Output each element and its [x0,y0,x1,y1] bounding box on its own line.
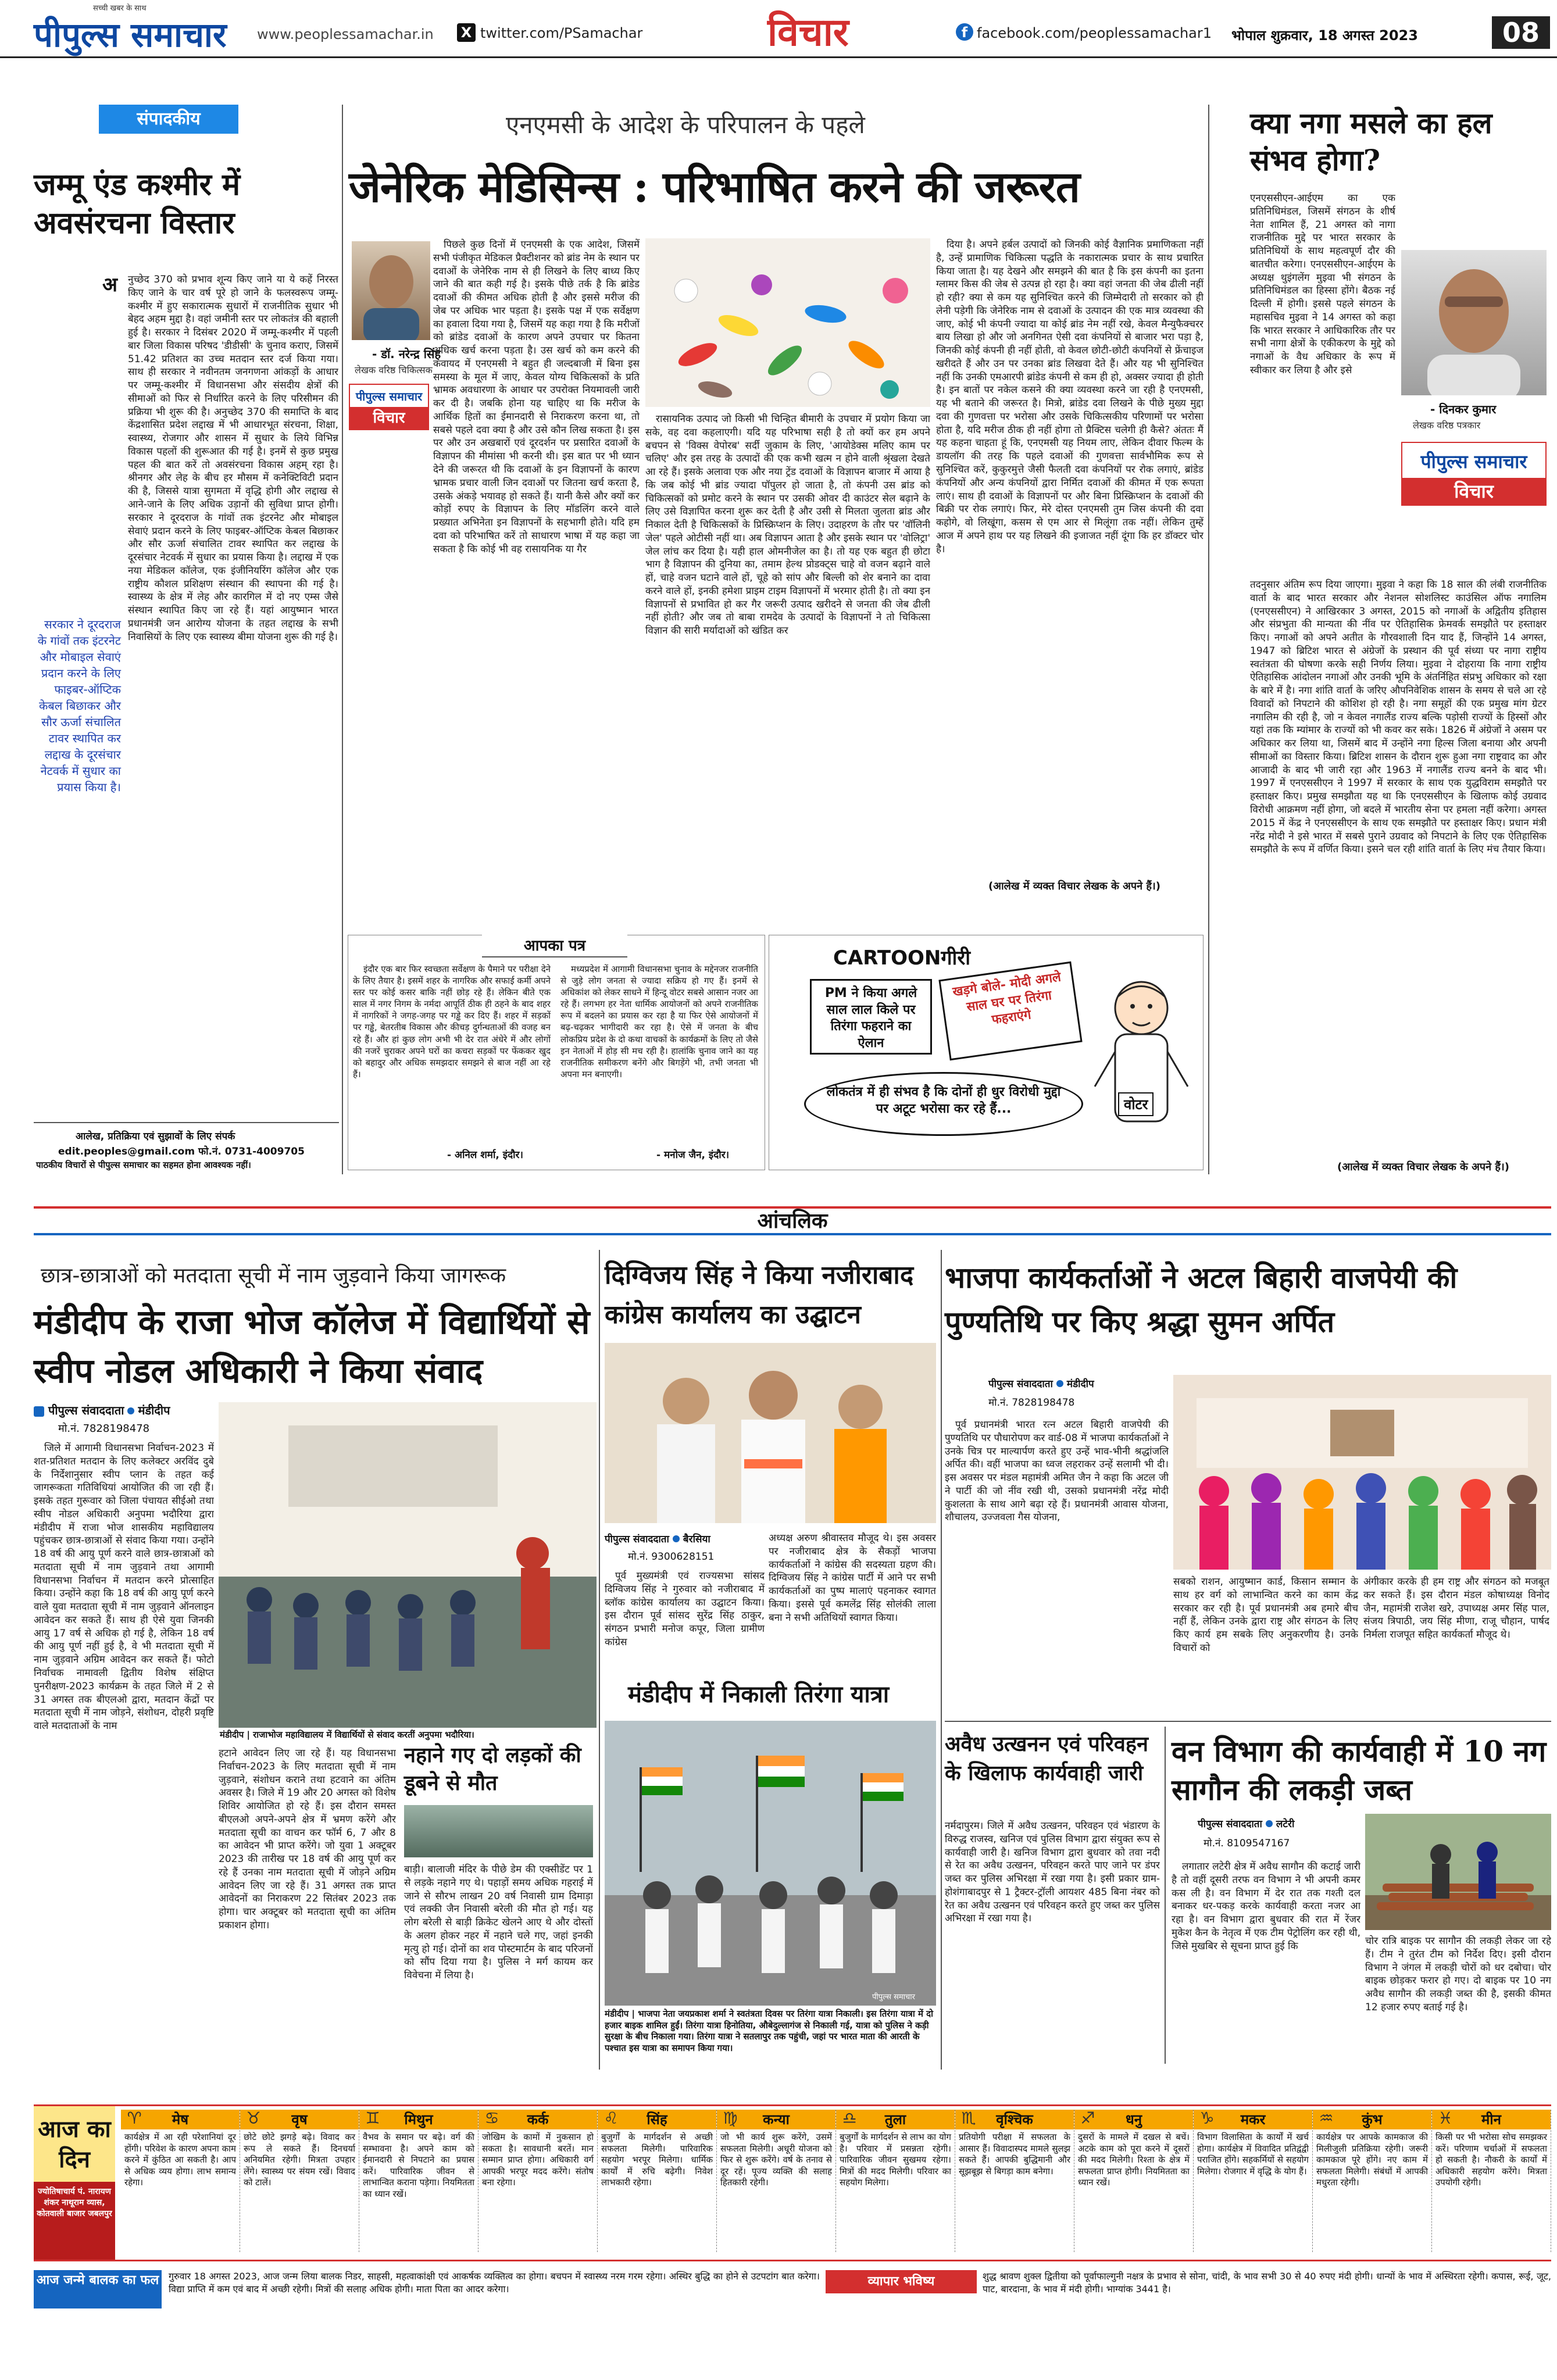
separator-dot-icon [1266,1820,1273,1827]
story2-col-1 [605,1570,765,1668]
story3-headline: भाजपा कार्यकर्ताओं ने अटल बिहारी वाजपेयी की पुण्यतिथि पर किए श्रद्धा सुमन अर्पित [945,1260,1458,1339]
dateline: भोपाल शुक्रवार, 18 अगस्त 2023 [1231,27,1418,44]
taurus-icon: ♉ [246,2109,261,2128]
zodiac-row [121,2110,1551,2260]
story3-byline [988,1377,1094,1390]
footer-business-text: शुद्ध श्रावण शुक्ल द्वितीया को पूर्वाफाल्गुनी नक्षत्र के प्रभाव से सोना, चांदी, के भाव सभी 30 से 40 रुपए मंदी होगी। धान्यों के भाव में अस्थिरता रहेगी। कपास, रूई, जूट, पाट, बारदाना, के भाव में मंदी होगी। भाग्यांक 3441 है। [983,2271,1551,2295]
cartoon-title: CARTOONगीरी [833,946,971,970]
separator-dot-icon [673,1535,680,1542]
tiranga-photo [605,1721,936,2006]
story5-paragraph: लगातार लटेरी क्षेत्र में अवैध सागौन की कटाई जारी है तो वहीं दूसरी तरफ वन विभाग ने भी अपनी कमर कस ली है। वन विभाग में देर रात तक गश्ती दल बनाकर धर-पकड़ करके कार्यवाही करता नजर आ रहा है। वन विभाग द्वारा बुधवार की रात में रेंजर मुकेश कैन के नेतृत्व में एक टीम पेट्रोलिंग कर रही थी, जिसे मुखबिर से सूचना प्राप्त हुई कि [1172,1861,1360,1952]
zodiac-sign-box [1074,2110,1194,2252]
story1-byline [34,1402,170,1418]
zodiac-sign-box [1194,2110,1313,2252]
zodiac-sign-name: मेष [121,2110,240,2129]
column-divider [342,105,343,1174]
story4-paragraph: नर्मदापुरम। जिले में अवैध उत्खनन, परिवहन एवं भंडारण के विरुद्ध राजस्व, खनिज एवं पुलिस विभाग द्वारा संयुक्त रूप से कार्यवाही जारी है। खनिज विभाग द्वारा बुधवार को तवा नदी से रेत का अवैध उत्खनन, परिवहन करते पाए जाने पर डंपर जब्त कर पुलिस अभिरक्षा में रखा गया है। इसी प्रकार ग्राम-होशंगाबादपुर से 1 ट्रैक्टर-ट्रॉली आयशर 485 बिना नंबर को रेत का अवैध उत्खनन एवं परिवहन करते हुए जब्त कर पुलिस अभिरक्षा में रखा गया है। [945,1820,1160,1925]
zodiac-sign-name: मकर [1194,2110,1312,2129]
story5-byline [1198,1817,1294,1830]
footer-child-label: आज जन्मे बालक का फल [34,2270,162,2308]
tiranga-caption: मंडीदीप | भाजपा नेता जयप्रकाश शर्मा ने स्वतंत्रता दिवस पर तिरंगा यात्रा निकाली। इस तिरंगा यात्रा में दो हजार बाइक शामिल हुईं। तिरंगा यात्रा हिनोतिया, औबेदुल्लागंज से निकाली गई, यात्रा को पुलिस ने कड़ी सुरक्षा के बीच निकाला गया। तिरंगा यात्रा ने सतलापुर तक पहुंची, जहां पर भारत माता की आरती के पश्चात इस यात्रा का समापन किया गया। [605,2009,933,2053]
lead-author: - डॉ. नरेन्द्र सिंह [372,347,441,361]
facebook-link[interactable]: facebook.com/peoplessamachar1 [977,25,1212,41]
right-author-photo [1401,250,1547,395]
aquarius-icon: ♒ [1319,2109,1334,2128]
story1-headline: मंडीदीप के राजा भोज कॉलेज में विद्यार्थियों से स्वीप नोडल अधिकारी ने किया संवाद [34,1302,590,1391]
zodiac-sign-name: वृश्चिक [955,2110,1074,2129]
letters-title: आपका पत्र [482,934,627,957]
zodiac-sign-text: जो भी कार्य शुरू करेंगे, उसमें सफलता मिलेगी। अधूरी योजना को फिर से शुरू करेंगे। वर्ष के तनाव से दूर रहें। पूज्य व्यक्ति की सलाह हितकारी रहेगी। [720,2132,832,2188]
editorial-pullquote: सरकार ने दूरदराज के गांवों तक इंटरनेट और मोबाइल सेवाएं प्रदान करने के लिए फाइबर-ऑप्टिक केबल बिछाकर और सौर ऊर्जा संचालित टावर स्थापित कर लद्दाख के दूरसंचार नेटवर्क में सुधार का प्रयास किया है। [37,617,121,794]
zodiac-sign-name: सिंह [598,2110,716,2129]
editorial-footer-contact: आलेख, प्रतिक्रिया एवं सुझावों के लिए संपर्क [76,1131,235,1142]
right-author: - दिनकर कुमार [1430,402,1497,416]
aries-icon: ♈ [127,2109,142,2128]
zodiac-sign-text: कार्यक्षेत्र में आ रही परेशानियां दूर होंगी। परिवेश के कारण अपना काम करने में कुंठित आ सकती है। आप से अधिक व्यय होगा। लाभ समान्य रहेगा। [124,2132,236,2188]
zodiac-sign-text: प्रतियोगी परीक्षा में सफलता के आसार हैं। विवादास्पद मामले सुलझ सकते हैं। आपकी बुद्धिमानी और सूझबूझ से बिगड़ा काम बनेगा। [959,2132,1070,2177]
libra-icon: ♎ [842,2109,857,2128]
letters-box [348,935,765,1170]
lead-col-2 [645,413,930,895]
regional-band [34,1206,1551,1235]
story5-mobile: मो.नं. 8109547167 [1204,1838,1290,1849]
zodiac-sign-name: धनु [1074,2110,1193,2129]
zodiac-sign-text: जोखिम के कामों में नुकसान हो सकता है। सावधानी बरतें। मान सम्मान प्राप्त होगा। अधिकारी वर्ग आपकी भरपूर मदद करेंगे। संतोष बना रहेगा। [482,2132,594,2188]
byline-text: पीपुल्स संवाददाता [48,1403,124,1417]
page-number: 08 [1492,16,1550,49]
story1-col-2 [219,1747,396,2061]
zodiac-sign-name: कर्क [478,2110,597,2129]
drown-photo [404,1805,593,1857]
footer-child-text: गुरुवार 18 अगस्त 2023, आज जन्म लिया बालक निडर, साहसी, महत्वाकांक्षी एवं आकर्षक व्यक्तित्व का होगा। बचपन में स्वास्थ्य नरम गरम रहेगा। अस्थिर बुद्धि का होने से उटपटांग बात करेगा। विद्या प्राप्ति में कम एवं बाद में अच्छी रहेगी। मित्रों की सलाह अधिक होगी। माता पिता का आदर करेगा। [169,2271,820,2295]
right-paragraph: एनएससीएन-आईएम का एक प्रतिनिधिमंडल, जिसमें संगठन के शीर्ष नेता शामिल हैं, 21 अगस्त को नागा राजनीतिक मुद्दे पर भारत सरकार के प्रतिनिधियों के साथ महत्वपूर्ण दौर की बातचीत करेगा। एनएससीएन-आईएम के अध्यक्ष थुइंगलेंग मुइवा भी संगठन के प्रतिनिधिमंडल का हिस्सा होंगे। बैठक नई दिल्ली में होगी। इससे पहले संगठन के महासचिव मुइवा ने 14 अगस्त को कहा कि भारत सरकार ने आधिकारिक तौर पर सभी नागा क्षेत्रों के एकीकरण के मुद्दे को नगाओं के वैध अधिकार के रूप में स्वीकार कर लिया है और इसे [1250,192,1395,376]
story5-photo [1365,1814,1551,1930]
byline-text: पीपुल्स संवाददाता [988,1378,1053,1390]
right-paragraph: तदनुसार अंतिम रूप दिया जाएगा। मुइवा ने कहा कि 18 साल की लंबी राजनीतिक वार्ता के बाद भारत सरकार और नेशनल सोशलिस्ट काउंसिल ऑफ नगालिम (एनएससीएन) ने आखिरकार 3 अगस्त, 2015 को नगाओं के अद्वितीय इतिहास और संप्रभुता की मान्यता की नींव पर ऐतिहासिक फ्रेमवर्क समझौते पर हस्ताक्षर किए। नगाओं को अपने अतीत के गौरवशाली दिन याद हैं, जिन्होंने 14 अगस्त, 1947 को ब्रिटिश भारत से अंग्रेजों के प्रस्थान की पूर्व संध्या पर नागा राष्ट्रीय स्वतंत्रता की घोषणा करके सही निर्णय लिया। मुइवा ने दोहराया कि नागा राष्ट्रीय ऐतिहासिक आंदोलन नगाओं और उनकी भूमि के अंतर्निहित संप्रभु अधिकार को रक्षा के बारे में है। नगा शांति वार्ता के जरिए औपनिवेशिक शासन के समय से चले आ रहे विवादों को निपटाने की कोशिश हो रही है। नगा समूहों की एक प्रमुख मांग ग्रेटर नगालिम की रही है, जो न केवल नगालैंड राज्य बल्कि पड़ोसी राज्यों के हिस्सों और यहां तक कि म्यांमार के राज्यों को भी कवर कर सके। 1826 में अंग्रेजों ने असम पर अधिकार कर लिया था, जिसमें बाद में उन्होंने नगा हिल्स जिला बनाया और अपनी सीमाओं का विस्तार किया। ब्रिटिश शासन के दौरान शुरू हुआ नगा राष्ट्रवाद का और आजादी के बाद भी जारी रहा और 1963 में नगालैंड राज्य बनने के बाद भी। 1997 में एनएससीएन ने 1997 में सरकार के साथ एक युद्धविराम समझौते पर हस्ताक्षर किए। प्रमुख समझौता यह था कि एनएससीएन के खिलाफ कोई उग्रवाद विरोधी आक्रमण नहीं होगा, जो बदले में भारतीय सेना पर हमला नहीं करेगा। अगस्त 2015 में केंद्र ने एनएससीएन के साथ एक समझौते पर हस्ताक्षर किए। प्रधान मंत्री नरेंद्र मोदी ने इसे भारत में सबसे पुराने उग्रवाद को निपटाने के लिए एक ऐतिहासिक समझौते के रूप में वर्णित किया। इसने चल रही शांति वार्ता के लिए मंच तैयार किया। [1250,579,1547,856]
story1-kicker: छात्र-छात्राओं को मतदाता सूची में नाम जुड़वाने किया जागरूक [41,1264,506,1288]
letter-2 [560,963,758,1138]
right-logo-box [1401,442,1547,506]
lead-disclaimer: (आलेख में व्यक्त विचार लेखक के अपने हैं।) [988,880,1160,892]
story1-caption: मंडीदीप | राजाभोज महाविद्यालय में विद्यार्थियों से संवाद करतीं अनुपमा भदौरिया। [219,1728,597,1742]
zodiac-sign-name: मीन [1432,2110,1551,2129]
byline-place: लटेरी [1276,1818,1295,1830]
lead-col-3 [936,238,1204,872]
horoscope-title-1: आज का [38,2116,111,2143]
story-divider [945,1721,1551,1722]
cartoon-voter-figure [1083,970,1199,1145]
editorial-email[interactable]: edit.peoples@gmail.com फो.नं. 0731-4009705 [58,1146,305,1157]
horoscope-astrologer: ज्योतिषाचार्य पं. नारायण शंकर नाथूराम व्यास, कोतवाली बाजार जबलपुर [34,2182,115,2260]
lead-headline: जेनेरिक मेडिसिन्स : परिभाषित करने की जरूरत [349,162,1080,212]
story3-mobile: मो.नं. 7828198478 [988,1397,1075,1409]
zodiac-sign-text: कार्यक्षेत्र पर आपके कामकाज की मिलीजुली प्रतिक्रिया रहेगी। जरूरी कामकाज पूरे होंगे। नए काम में सफलता मिलेगी। संबंधों में आपकी मधुरता रहेगी। [1316,2132,1428,2188]
right-logo-band: विचार [1402,478,1545,505]
right-headline: क्या नगा मसले का हल संभव होगा? [1250,106,1492,177]
story3-col-2 [1173,1575,1358,1715]
cartoon-caption: लोकतंत्र में ही संभव है कि दोनों ही धुर विरोधी मुद्दा पर अटूट भरोसा कर रहे हैं... [804,1072,1083,1136]
byline-text: पीपुल्स संवाददाता [605,1534,669,1545]
separator-dot-icon [1056,1380,1063,1387]
lead-kicker: एनएमसी के आदेश के परिपालन के पहले [506,110,865,139]
story1-col-1 [34,1442,214,2058]
horoscope-title-box [34,2106,115,2260]
capricorn-icon: ♑ [1199,2109,1215,2128]
byline-text: पीपुल्स संवाददाता [1198,1818,1262,1830]
drown-headline: नहाने गए दो लड़कों की डूबने से मौत [404,1743,581,1795]
lead-logo: पीपुल्स समाचार [355,389,423,403]
story2-col-2 [769,1532,936,1666]
regional-title: आंचलिक [757,1209,828,1233]
sagittarius-icon: ♐ [1080,2109,1095,2128]
cartoon-sign-1: PM ने किया अगले साल लाल किले पर तिरंगा फहराने का ऐलान [810,979,932,1055]
zodiac-sign-box [121,2110,240,2252]
masthead-logo: पीपुल्स समाचार [34,15,227,55]
story1-paragraph: हटाने आवेदन लिए जा रहे हैं। यह विधानसभा निर्वाचन-2023 के लिए मतदाता सूची में नाम जुड़वाने, संशोधन कराने तथा हटवाने का अंतिम अवसर है। जिले में 19 और 20 अगस्त को विशेष शिविर आयोजित हो रहे हैं। इस दौरान समस्त बीएलओ अपने-अपने क्षेत्र में भ्रमण करेंगे और मतदाता सूची का वाचन कर फॉर्म 6, 7 और 8 का आवेदन भी प्राप्त करेंगे। जो युवा 1 अक्टूबर 2023 की तारीख पर 18 वर्ष की आयु पूर्ण कर रहे हैं उनका नाम मतदाता सूची में जोड़ने अग्रिम आवेदन लिए जा रहे हैं। 31 अगस्त तक प्राप्त आवेदनों का निराकरण 22 सितंबर 2023 तक होगा। चार अक्टूबर को मतदाता सूची का अंतिम प्रकाशन होगा। [219,1748,396,1931]
masthead [0,0,1557,58]
lead-paragraph: दिया है। अपने हर्बल उत्पादों को जिनकी कोई वैज्ञानिक प्रमाणिकता नहीं है, उन्हें प्रामाणिक चिकित्सा पद्धति के नकारात्मक प्रचार के साथ प्रचारित किया जाता है। यह देखने और समझने की बात है कि इस कंपनी का इतना ग्लामर किस की जेब से उत्पन्न हो रहा है। क्या वहां जनता की जेब ढीली नहीं हो रही? क्या से कम यह सुनिश्चित करने की जिम्मेदारी तो सरकार को ही लेनी पड़ेगी कि जेनेरिक नाम से दवाओं के उत्पादन की एक मात्र व्यवस्था की जाए, कोई भी कंपनी ज्यादा या कोई ब्रांड नेम नहीं रखे, केवल मैन्युफैक्चरर बाय लिखा हो और जो अनगिनत ऐसी दवा कंपनियों से बाजार भरा पड़ा है, जिनकी कोई कंपनी ही नहीं होती, वो केवल छोटी-छोटी कंपनियों से फ्रेंचाइज खरीदते हैं और उन पर उनका ब्रांड लिखवा देते हैं। और यह भी सुनिश्चित नहीं कि उनकी एमआरपी ब्रांडेड कंपनी से कम ही हो, अक्सर ज्यादा ही होती है। इन बातों पर नकेल कसने की क्या व्यवस्था करने जा रही है एनएमसी, यह भी बताने की जरूरत है। मित्रो, ब्रांडेड दवा लिखने के पीछे मुख्य मुद्दा दवा की गुणवत्ता पर भरोसा और उसके चिकित्सकीय परिणामों पर भरोसा होता है, यदि मरीज ठीक ही नहीं होगा तो प्रैक्टिस चलेगी ही कैसे? अंततः मैं यह कहना चाहता हूं कि, एनएमसी यह नियम लाए, लेकिन दीवार फिल्म के डायलॉग की तरह कि पहले दवाओं की गुणवत्ता सार्वभौमिक रूप से सुनिश्चित करें, कुकुरमुत्ते जैसी फैलती दवा कंपनियों पर रोक लगाएं, ब्रांडेड कंपनियों और अन्य कंपनियों द्वारा निर्मित दवाओं की कीमत में एक रूपता लाएं। साथ ही दवाओं के विज्ञापनों पर और बिना प्रिस्क्रिप्शन के दवाओं की बिक्री पर रोक लगाएं। फिर, मेरे दोस्त एनएमसी तुम जिस कंपनी की दवा कहोगे, वो लिखूंगा, कसम से एम आर से मिलूंगा तक नहीं। लेकिन तुम्हें आज में अपने हाथ पर यह लिखने की इजाजत नहीं दूंगा कि हर डॉक्टर चोर है। [936,239,1204,555]
lead-logo-box [349,384,429,430]
zodiac-sign-box [478,2110,598,2252]
story4-headline: अवैध उत्खनन एवं परिवहन के खिलाफ कार्यवाही जारी [945,1732,1149,1785]
right-top-col [1250,192,1395,576]
zodiac-sign-box [717,2110,836,2252]
story3-paragraph: अंगीकार करके ही हम राष्ट्र और संगठन को मजबूत कर सकते हैं। इस दौरान मंडल कोषाध्यक्ष विनोद जैन, महामंत्री राजेश खरे, उपाध्यक्ष अमर सिंह पाल, संजय त्रिपाठी, जय सिंह मीणा, राजू चौहान, पार्षद निर्मला राजपूत सहित कार्यकर्ता मौजूद थे। [1363,1576,1549,1641]
zodiac-sign-box [1313,2110,1432,2252]
letter-2-sign: - मनोज जैन, इंदौर। [656,1149,730,1161]
zodiac-sign-name: मिथुन [359,2110,478,2129]
letter-text: मध्यप्रदेश में आगामी विधानसभा चुनाव के मद्देनजर राजनीति से जुड़े लोग जनता से ज्यादा सक्रिय हो गए हैं। इनमें से अधिकांश को लेकर साधने में हिन्दू वोटर सबसे आसान नजर आ रहे हैं। लगभग हर नेता धार्मिक आयोजनों को अपने राजनीतिक रूप में बदलने का प्रयास कर रहा है या फिर ऐसे आयोजनों में बढ़-चढ़कर भागीदारी कर रहा है। ऐसे में जनता के बीच लोकप्रिय प्रदेश के दो कथा वाचकों के कार्यक्रमों के लिए तो जैसे इन नेताओं में होड़ सी मच रही है। हालांकि चुनाव जाने का यह राजनीतिक समीकरण बनेंगे और बिगड़ेंगे भी, तभी जनता भी अपना मन बनाएगी। [560,964,758,1080]
editorial-body [128,273,338,1110]
right-logo: पीपुल्स समाचार [1420,451,1527,473]
zodiac-sign-box [836,2110,955,2252]
tiranga-credit: पीपुल्स समाचार [872,1993,915,2002]
section-title: विचार [767,9,849,55]
story3-photo [1173,1375,1551,1570]
byline-place: मंडीदीप [1066,1378,1094,1390]
lead-logo-band: विचार [350,407,428,429]
lead-paragraph: पिछले कुछ दिनों में एनएमसी के एक आदेश, जिसमें सभी पंजीकृत मेडिकल प्रैक्टीशनर को ब्रांड नेम के स्थान पर दवाओं के जेनेरिक नाम से ही लिखने के लिए बाध्य किए जाने की बात कही गई है। इसके पीछे तर्क है कि ब्रांडेड दवाओं की कीमत अधिक होती है और इससे मरीज की जेब पर अधिक भार पड़ता है। इसके पक्ष में एक सर्वेक्षण का हवाला दिया गया है, जिसमें यह कहा गया है कि मरीजों को ब्रांडेड दवाओं के कारण अपने उपचार पर कितना अधिक खर्च करना पड़ता है। उस खर्च को कम करने की कवायद में एनएमसी ने बहुत ही जल्दबाजी में बिना इस समस्या के मूल में जाए, केवल योग्य चिकित्सकों के प्रति भ्रामक अवधारणा के आधार पर उपरोक्त नियमावली जारी कर दी है। जबकि होना यह चाहिए था कि मरीज के आर्थिक हितों का ईमानदारी से निराकरण करना था, तो सबसे पहले दवा क्या है और उसे कौन लिख सकता है। इस पर और उन अखबारों एवं दूरदर्शन पर प्रसारित दवाओं के विज्ञापन की मीमांसा भी करनी थी। इस बात पर भी ध्यान देने की जरूरत थी कि दवाओं के इन विज्ञापनों के कारण भ्रामक प्रचार वाली जिन दवाओं पर जितना खर्च करता है, उसके अंकड़े भयावह हो सकते हैं। यानी कैसे और क्यों कर कोड़ों रुपए के विज्ञापन के लिए मॉडलिंग करने वाले प्रख्यात अभिनेता इन विज्ञापनों के सहभागी होते। यदि हम दवा को परिभाषित करें तो साधारण भाषा में यह कहा जा सकता है कि कोई भी वह रासायनिक या गैर [433,239,640,555]
zodiac-sign-name: वृष [240,2110,359,2129]
horoscope-title-2: दिन [59,2146,90,2173]
pills-photo [645,238,930,407]
story3-col-1 [945,1418,1169,1715]
story1-paragraph: जिले में आगामी विधानसभा निर्वाचन-2023 में शत-प्रतिशत मतदान के लिए कलेक्टर अरविंद दुबे के निर्देशानुसार स्वीप प्लान के तहत कई जागरूकता गतिविधियां आयोजित की जा रही हैं। इसके तहत गुरूवार को जिला पंचायत सीईओ तथा स्वीप नोडल अधिकारी अनुपमा भदौरिया द्वारा मंडीदीप में राजा भोज शासकीय महाविद्यालय पहुंचकर छात्र-छात्राओं से संवाद किया गया। उन्होंने 18 वर्ष की आयु पूर्ण करने वाले छात्र-छात्राओं को मतदाता सूची में नाम जुड़वाने तथा आगामी विधानसभा निर्वाचन में मतदान करने प्रोत्साहित किया। उन्होंने कहा कि 18 वर्ष की आयु पूर्ण करने वाले युवा मतदाता सूची में नाम जुड़वाने ऑनलाइन आवेदन कर सकते हैं। साथ ही ऐसे युवा जिनकी आयु 17 वर्ष से अधिक हो गई है, लेकिन 18 वर्ष की आयु पूर्ण नहीं हुई है, वे भी मतदाता सूची में नाम जुड़वाने अग्रिम आवेदन कर सकते हैं। फोटो निर्वाचक नामावली द्वितीय विशेष संक्षिप्त पुनरीक्षण-2023 कार्यक्रम के तहत जिले में 2 से 31 अगस्त तक बीएलओ द्वारा, मतदान केंद्रों पर मतदाता सूची में नाम जोड़ने, संशोधन, दोहरी प्रवृष्टि वाले मतदाताओं के नाम [34,1442,214,1732]
scorpio-icon: ♏ [961,2109,976,2128]
editorial-disclaimer: पाठकीय विचारों से पीपुल्स समाचार का सहमत होना आवश्यक नहीं। [36,1160,251,1170]
zodiac-sign-box [1432,2110,1551,2252]
pills-illustration [645,238,930,407]
zodiac-sign-box [359,2110,478,2252]
letter-text: इंदौर एक बार फिर स्वच्छता सर्वेक्षण के पैमाने पर परीक्षा देने के लिए तैयार है। इसमें शहर के नागरिक और सफाई कर्मी अपने स्तर पर कोई कसर बाकि नहीं छोड़ रहे हैं। लेकिन बीते एक साल में नगर निगम के नर्मदा आपूर्ति ठीक ही ठहने के बाद शहर में नागरिकों ने जगह-जगह पर गड्ढे कर दिए हैं। शहर में सड़कों पर गड्ढे, बेतरतीब विकास और कीचड़ दुर्गन्धताओं की वजह बन रहे हैं। और हां कुछ लोग अभी भी देर रात अंधेरे में और लोगों की नजरें चुराकर अपने घरों का कचरा सड़कों पर फेंककर खुद को बहादुर और अधिक समझदार समझने से बाज नहीं आ रहे हैं। [353,964,551,1080]
twitter-icon: X [457,23,476,42]
zodiac-sign-name: कन्या [717,2110,835,2129]
editorial-tag: संपादकीय [99,105,238,134]
story2-byline [605,1532,710,1545]
story2-headline: दिग्विजय सिंह ने किया नजीराबाद कांग्रेस कार्यालय का उद्घाटन [605,1260,914,1330]
zodiac-sign-text: छोटे छोटे झगड़े बढ़े। विवाद कर रूप ले सकते हैं। दिनचर्या अनियमित रहेगी। मित्रता उपहार लेंगे। स्वास्थ्य पर संयम रखें। विवाद को टालें। [244,2132,355,2188]
zodiac-sign-text: विभाग विलासिता के कार्यों में खर्च होगा। कार्यक्षेत्र में विवादित प्रतिद्वंद्वी पराजित होंगे। सहकर्मियों से सहयोग मिलेगा। रोजगार में वृद्धि के योग हैं। [1197,2132,1309,2177]
story2-photo [605,1343,936,1523]
right-body [1250,578,1547,1160]
right-author-role: लेखक वरिष्ठ पत्रकार [1413,420,1481,431]
cartoon-voter-label: वोटर [1118,1092,1154,1116]
story3-paragraph: सबको राशन, आयुष्मान कार्ड, किसान सम्मान के साथ हर वर्ग को लाभान्वित करने का काम केंद्र सरकार कर रही है। पूर्व प्रधानमंत्री अब हमारे बीच नहीं हैं, लेकिन उनके द्वारा राष्ट्र और संगठन के लिए किए कार्य हम सबके लिए अनुकरणीय है। उनके विचारों को [1173,1576,1358,1654]
column-divider [1165,1727,1166,2064]
byline-place: बैरसिया [683,1534,710,1545]
column-divider [599,1250,600,2070]
website-link[interactable]: www.peoplessamachar.in [257,26,434,42]
cartoon-sign-2: खड़गे बोले- मोदी अगले साल घर पर तिरंगा फहराएंगे [938,962,1082,1061]
virgo-icon: ♍ [723,2109,738,2128]
zodiac-sign-text: वैभव के समान पर बढ़े। वर्ग की सम्भावना है। अपने काम को ईमानदारी से निपटाने का प्रयास करें। पारिवारिक जीवन से लाभान्वित कराना पड़ेगा। नियमितता का ध्यान रखें। [363,2132,474,2199]
editorial-dropcap: अ [102,273,117,296]
editorial-paragraph: नुच्छेद 370 को प्रभाव शून्य किए जाने या ये कहें निरस्त किए जाने के चार वर्ष पूरे हो जाने के फलस्वरूप जम्मू-कश्मीर में हुए सकारात्मक सुधारों में राजनीतिक सुधार भी बेहद अहम मुद्दा है। वहां जमीनी स्तर पर लोकतंत्र की बहाली हुई है। सरकार ने दिसंबर 2020 में जम्मू-कश्मीर में पहली बार जिला विकास परिषद 'डीडीसी' के चुनाव कराए, जिसमें 51.42 प्रतिशत का उच्च मतदान स्तर दर्ज किया गया। साथ ही सरकार ने नवीनतम जनगणना आंकड़ों के आधार पर जम्मू-कश्मीर में विधानसभा और संसदीय क्षेत्रों की सीमाओं को फिर से निर्धारित करने के लिए परिसीमन की प्रक्रिया भी शुरू की है। अनुच्छेद 370 की समाप्ति के बाद केंद्रशासित प्रदेश लद्दाख में भी आधारभूत संरचना, शिक्षा, स्वास्थ्य, रोजगार और शासन में सुधार के लिये विभिन्न विकास पहलों की शुरूआत की गई है। इनमें से कुछ प्रमुख पहल की बात करें तो अवसंरचना विकास अहम्‌ रहा है। श्रीनगर और लेह के बीच हर मौसम में कनेक्टिविटी प्रदान की है, जिससे यात्रा सुगमता में वृद्धि होगी और लद्दाख से आने-जाने के लिए अधिक उड़ानों की सुविधा प्राप्त होगी। सरकार ने दूरदराज के गांवों तक इंटरनेट और मोबाइल सेवाएं प्रदान करने के लिए फाइबर-ऑप्टिक केबल बिछाकर और सौर ऊर्जा संचालित टावर स्थापित कर लद्दाख के दूरसंचार नेटवर्क में सुधार का प्रयास किया है। लद्दाख में एक नया मेडिकल कॉलेज, एक इंजीनियरिंग कॉलेज और एक राष्ट्रीय कौशल प्रशिक्षण संस्थान की स्थापना की गई है। स्वास्थ्य के क्षेत्र में लेह और कारगिल में दो नए एम्स जैसे संस्थान स्थापित किए जा रहे हैं। यहां आयुष्मान भारत प्रधानमंत्री जन आरोग्य योजना के तहत लद्दाख के सभी निवासियों के लिए एक स्वास्थ्य बीमा योजना शुरू की गई है। [128,274,338,643]
column-divider [1208,105,1209,1174]
author-photo [352,241,430,340]
story2-paragraph: पूर्व मुख्यमंत्री एवं राज्यसभा सांसद दिग्विजय सिंह ने गुरुवार को नजीराबाद में ब्लॉक कांग्रेस कार्यालय का उद्घाटन किया। इस दौरान पूर्व सांसद सुरेंद्र सिंह ठाकुर, संगठन प्रभारी मनोज कपूर, जिला ग्रामीण कांग्रेस [605,1570,765,1648]
twitter-link[interactable]: twitter.com/PSamachar [480,25,643,41]
zodiac-sign-box [598,2110,717,2252]
logo-tag: सच्ची खबर के साथ [93,4,147,13]
horoscope-strip [34,2104,1551,2261]
lead-paragraph: रासायनिक उत्पाद जो किसी भी चिन्हित बीमारी के उपचार में प्रयोग किया जा सके, वह दवा कहलाएगी। यदि यह परिभाषा सही है तो क्यों कर हम अपने बचपन से 'विक्स वेपोरब' सर्दी जुकाम के लिए, 'आयोडेक्स मलिए काम पर चलिए' और इस तरह के उत्पादों की एक कभी खत्म न होने वाली श्रृंखला देखते आ रहे हैं। इसके अलावा एक और नया ट्रेंड दवाओं के विज्ञापन बाजार में आया है कि जब कोई भी ब्रांड ज्यादा पॉपुलर हो जाता है, तो कंपनी उस ब्रांड को चिकित्सकों को प्रमोट करने के स्थान पर उसकी ओवर दी काउंटर सेल बढ़ाने के लिए उसे विज्ञापित करना शुरू कर देती है और उसी से मिलता जुलता ब्रांड और निकाल देती है चिकित्सकों के प्रिस्क्रिप्शन के लिए। उदाहरण के तौर पर 'वॉलिनी जेल' पहले ओटीसी नहीं था। अब विज्ञापन आता है और इसके स्थान पर 'वोलिट्रा' जेल लांच कर दिया है। यही हाल ओमनीजेल का है। तो यह एक बहुत ही छोटा भाग है विज्ञापन की दुनिया का, तमाम हेल्थ प्रोडक्ट्स चाहे वो वजन बढ़ाने वाले हों, चाहे वजन घटाने वाले हों, चूहे को सांप और बिल्ली को शेर बनाने का दावा करने वाले हों, इनकी हमेशा प्राइम टाइम विज्ञापनों में भरमार होती है। तो क्या इन विज्ञापनों से प्रभावित हो कर गैर जरूरी उत्पाद खरीदने से जनता की जेब ढीली नहीं होती? और जब तो बाबा रामदेव के उत्पादों के विज्ञापनों ने तो चिकित्सा विज्ञान की सारी मर्यादाओं को खंडित कर [645,413,930,637]
pisces-icon: ♓ [1438,2109,1453,2128]
footer-business-label: व्यापार भविष्य [826,2270,977,2293]
column-divider [941,1250,942,2070]
story5-paragraph: चोर रात्रि बाइक पर सागौन की लकड़ी लेकर जा रहे हैं। टीम ने तुरंत टीम को निर्देश दिए। इसी दौरान विभाग ने जंगल में लकड़ी चोरों को धर दबोचा। चोर बाइक छोड़कर फरार हो गए। दो बाइक पर 10 नग अवैध सागौन की लकड़ी जब्त की है, इसकी कीमत 12 हजार रुपए बताई गई है। [1365,1935,1551,2013]
drown-paragraph: बाड़ी। बालाजी मंदिर के पीछे डेम की एक्सीडेंट पर 1 से लड़के नहाने गए थे। पहाड़ों समय अधिक गहराई में जाने से सौरभ लाखन 20 वर्ष निवासी ग्राम दिमाड़ा एवं लक्की जैन निवासी बरेली की मौत हो गई। यह लोग बरेली से बाड़ी क्रिकेट खेलने आए थे और दोस्तों के अलग होकर नहर में नहाने चले गए, जहां इनकी मृत्यु हो गई। दोनों का शव पोस्टमार्टम के बाद परिजनों को सौंप दिया गया है। पुलिस ने मर्ग कायम कर विवेचना में लिया है। [404,1864,593,1982]
lead-author-role: लेखक वरिष्ठ चिकित्सक [355,364,433,376]
story5-col-1 [1172,1860,1360,2058]
cartoon-box [769,935,1204,1170]
zodiac-sign-text: बुजुर्गों के मार्गदर्शन से अच्छी सफलता मिलेगी। पारिवारिक सहयोग भरपूर मिलेगा। धार्मिक कार्यों में रुचि बढ़ेगी। निवेश लाभकारी रहेगा। [601,2132,713,2188]
letter-1-sign: - अनिल शर्मा, इंदौर। [447,1149,523,1161]
lead-col-1 [433,238,640,895]
zodiac-sign-text: दुसरों के मामले में दखल से बचें। अटके काम को पूरा करने में दूसरों की मदद मिलेगी। रिश्ता के क्षेत्र में सफलता प्राप्त होगी। नियमितता का ध्यान रखें। [1078,2132,1190,2188]
zodiac-sign-name: तुला [836,2110,955,2129]
gemini-icon: ♊ [365,2109,380,2128]
story5-col-2 [1365,1935,1551,2060]
right-disclaimer: (आलेख में व्यक्त विचार लेखक के अपने हैं।) [1337,1161,1509,1173]
zodiac-sign-name: कुंभ [1313,2110,1431,2129]
story1-mobile: मो.नं. 7828198478 [58,1423,150,1435]
drown-body [404,1863,593,2061]
story3-paragraph: पूर्व प्रधानमंत्री भारत रत्न अटल बिहारी वाजपेयी की पुण्यतिथि पर पौधारोपण कर वार्ड-08 में भाजपा कार्यकर्ताओं ने उनके चित्र पर माल्यार्पण करते हुए उन्हें भाव-भीनी श्रद्धांजलि अर्पित की। वहीं भाजपा का ध्वज लहराकर उन्हें सलामी भी दी। इस अवसर पर मंडल महामंत्री अमित जैन ने कहा कि अटल जी ने पार्टी की जो नींव रखी थी, उसको प्रधानमंत्री नरेंद्र मोदी कुशलता के साथ आगे बढ़ा रहे हैं। प्रधानमंत्री आवास योजना, शौचालय, उज्जवला गैस योजना, [945,1419,1169,1524]
facebook-icon: f [956,23,973,41]
story3-col-3 [1363,1575,1549,1715]
zodiac-sign-box [955,2110,1074,2252]
story5-headline: वन विभाग की कार्यवाही में 10 नग सागौन की लकड़ी जब्त [1172,1734,1547,1807]
byline-place: मंडीदीप [138,1403,170,1417]
editorial-headline: जम्मू एंड कश्मीर में अवसंरचना विस्तार [34,167,241,241]
story2-mobile: मो.नं. 9300628151 [628,1551,715,1563]
leo-icon: ♌ [603,2109,619,2128]
letter-1 [353,963,551,1138]
story1-photo [219,1402,597,1728]
byline-mark-icon [34,1406,44,1417]
cancer-icon: ♋ [484,2109,499,2128]
zodiac-sign-box [240,2110,359,2252]
story2-paragraph: अध्यक्ष अरुण श्रीवास्तव मौजूद थे। इस अवसर पर नजीराबाद क्षेत्र के सैकड़ों भाजपा कार्यकर्ताओं ने कांग्रेस की सदस्यता ग्रहण की। दिग्विजय सिंह ने कांग्रेस पार्टी में आने पर सभी कार्यकर्ताओं का पुष्प मालाएं पहनाकर स्वागत किया। इससे पूर्व कमलेंद्र सिंह सोलंकी लाला बना ने सभी अतिथियों स्वागत किया। [769,1532,936,1624]
zodiac-sign-text: किसी पर भी भरोसा सोच समझकर करें। परिणाम चर्चाओं में सफलता हो सकती है। नौकरी के कार्यों में अधिकारी सहयोग करेंगे। मित्रता उपयोगी रहेगी। [1435,2132,1547,2188]
editorial-footer-rule [34,1122,339,1123]
story4-body [945,1820,1160,2064]
tiranga-headline: मंडीदीप में निकाली तिरंगा यात्रा [628,1681,890,1708]
zodiac-sign-text: बुजुर्गों के मार्गदर्शन से लाभ का योग है। परिवार में प्रसन्नता रहेगी। पारिवारिक जीवन सुखमय रहेगा। मित्रों की मदद मिलेगी। परिवार का सहयोग मिलेगा। [840,2132,951,2188]
separator-dot-icon [127,1407,134,1414]
